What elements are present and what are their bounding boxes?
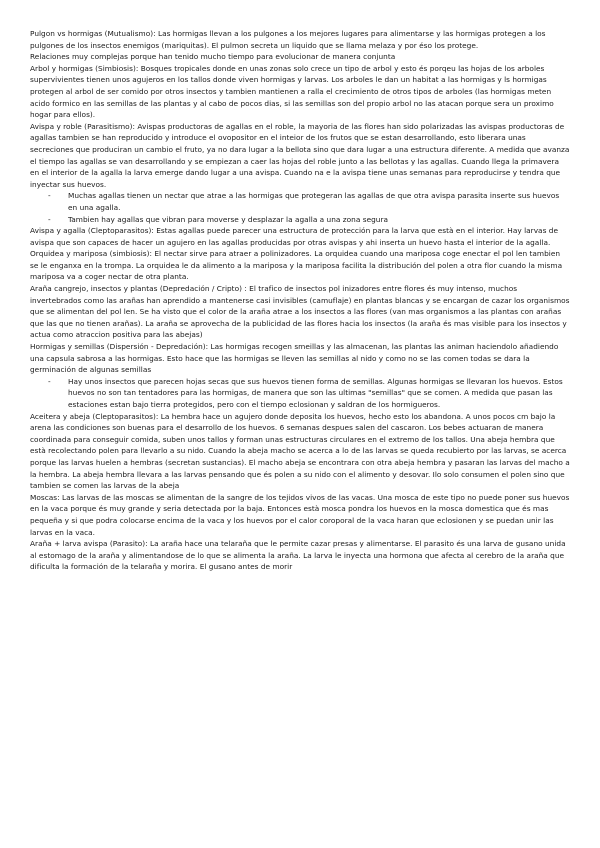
paragraph: Arbol y hormigas (Simbiosis): Bosques tropicales donde en unas zonas solo crece un tipo de arbol y esto és porqeu las hojas de los arboles supervivientes tienen unos agujeros en los tallos donde viven hormigas y larvas. Los arboles le dan un habitat a las hormigas y ls hormigas protegen al arbol de ser comido por otros insectos y tambien mantienen a ralla el crecimiento de otros tipos de arboles (las hormigas meten acido formico en las semillas de las plantas y al cabo de pocos dias, si las semillas son del propio arbol no las atacan porque sera un proximo hogar para ellos). xyxy=(30,63,554,120)
paragraph: Moscas: Las larvas de las moscas se alimentan de la sangre de los tejidos vivos de las vacas. Una mosca de este tipo no puede poner sus huevos en la vaca porque és muy grande y seria detectada por la baja. Entonces està mosca pondra los huevos en la mosca domestica que és mas pequeña y si que podra colocarse encima de la vaca y los huevos por el calor coroporal de la vaca haran que eclosionen y se puedan unir las larvas en la vaca. xyxy=(30,492,570,537)
list-item: - Tambien hay agallas que vibran para moverse y desplazar la agalla a una zona segura xyxy=(68,214,570,226)
paragraph: Avispa y agalla (Cleptoparasitos): Estas agallas puede parecer una estructura de protección para la larva que està en el interior. Hay larvas de avispa que son capaces de hacer un agujero en las agallas producidas por otras avispas y ahi inserta un huevo hasta el interior de la agalla. xyxy=(30,226,558,247)
bullet-list xyxy=(30,376,570,411)
paragraph: Avispa y roble (Parasitismo): Avispas productoras de agallas en el roble, la mayoria de las flores han sido polarizadas las avispas productoras de agallas tambien se han reproducido y introduce el ovopositor en el inteior de los frutos que se estan desarrollando, esto liberara unas secreciones que produciran un cambio el fruto, ya no dara lugar a la bellota sino que dara lugar a una estructura diferente. A medida que avanza el tiempo las agallas se van desarrollando y se empiezan a caer las hojas del roble junto a las bellotas y las agallas. Cuando llega la primavera en el interior de la agalla la larva emerge dando lugar a una avispa. Cuando na e la avispa tiene unas semanas para reproducirse y tendra que inyectar sus huevos. xyxy=(30,121,570,189)
list-item: - Hay unos insectos que parecen hojas secas que sus huevos tienen forma de semillas. Algunas hormigas se llevaran los huevos. Estos huevos no son tan tentadores para las hormigas, de manera que son las ultimas "semillas" que se comen. A medida que pasan las estaciones estan bajo tierra protegidos, pero con el tiempo eclosionan y saldran de los hormigueros. xyxy=(68,376,570,411)
paragraph: Relaciones muy complejas porque han tenido mucho tiempo para evolucionar de manera conjunta xyxy=(30,52,396,62)
paragraph: Aceitera y abeja (Cleptoparasitos): La hembra hace un agujero donde deposita los huevos, hecho esto los abandona. A unos pocos cm bajo la arena las condiciones son buenas para el desarrollo de los huevos. 6 semanas despues salen del cascaron. Los bebes actuaran de manera coordinada para conseguir comida, suben unos tallos y forman unas estructuras circulares en el extremo de los tallos. Una abeja hembra que està recolectando polen para llevarlo a su nido. Cuando la abeja macho se acerca a lo de las larvas se queda recubierto por las larvas, se acerca porque las larvas huelen a hembras (secretan sustancias). El macho abeja se encontrara con otra abeja hembra y pasaran las larvas del macho a la hembra. La abeja hembra llevara a las larvas pensando que és polen a su nido con el alimento y desovar. Ilo solo consumen el polen sino que tambien se comen las larvas de la abeja xyxy=(30,411,570,491)
paragraph: Orquidea y mariposa (simbiosis): El nectar sirve para atraer a polinizadores. La orquidea cuando una mariposa coge enectar el pol len tambien se le enganxa en la trompa. La orquidea le da alimento a la mariposa y la mariposa facilita la distribución del polen a otra flor cuando la misma mariposa va a coger nectar de otra planta. xyxy=(30,249,563,282)
list-item: - Muchas agallas tienen un nectar que atrae a las hormigas que protegeran las agallas de que otra avispa parasita inserte sus huevos en una agalla. xyxy=(68,190,570,213)
paragraph: Hormigas y semillas (Dispersión - Depredación): Las hormigas recogen smeillas y las almacenan, las plantas las animan haciendolo añadiendo una capsula sabrosa a las hormigas. Esto hace que las hormigas se lleven las semillas al nido y como no se las comen todas se dara la germinación de algunas semillas xyxy=(30,342,559,375)
paragraph: Araña + larva avispa (Parasito): La araña hace una telaraña que le permite cazar presas y alimentarse. El parasito és una larva de gusano unida al estomago de la araña y alimentandose de lo que se alimenta la araña. La larva le inyecta una hormona que afecta al cerebro de la araña que dificulta la formación de la telaraña y morira. El gusano antes de morir xyxy=(30,539,566,572)
paragraph: Pulgon vs hormigas (Mutualismo): Las hormigas llevan a los pulgones a los mejores lugares para alimentarse y las hormigas protegen a los pulgones de los insectos enemigos (mariquitas). El pulmon secreta un liquido que se llama melaza y por éso los protege. xyxy=(30,29,546,50)
bullet-list xyxy=(30,190,570,225)
paragraph: Araña cangrejo, insectos y plantas (Depredación / Cripto) : El trafico de insectos pol inizadores entre flores és muy intenso, muchos invertebrados como las arañas han aprendido a mantenerse casi invisibles (camuflaje) en plantas blancas y se encargan de cazar los organismos que se alimentan del pol len. Se ha visto que el color de la araña atrae a los insectos a las flores (van mas organismos a las plantas con arañas que las que no tienen arañas). La araña se aprovecha de la publicidad de las flores hacia los insectos (la araña és mas visible para los insectos y actua como atraccion positiva para las abejas) xyxy=(30,284,570,340)
